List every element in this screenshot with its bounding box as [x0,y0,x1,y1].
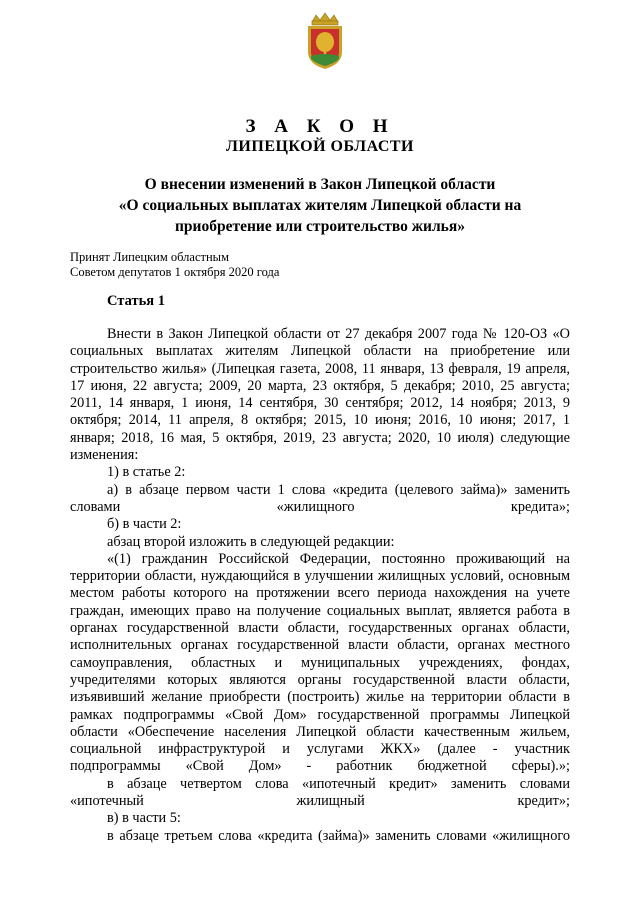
adoption-line: Советом депутатов 1 октября 2020 года [70,265,280,279]
coat-of-arms-icon [304,12,346,70]
adoption-line: Принят Липецким областным [70,250,229,264]
title-line: приобретение или строительство жилья» [175,218,465,235]
paragraph: абзац второй изложить в следующей редакции: [107,533,395,550]
paragraph: «(1) гражданин Российской Федерации, постоянно проживающий на территории области, нуждающийся в улучшении жилищных условий, основным местом работы которого на протяжении всего периода нахождения на учете граждан, имеющих право на получение социальных выплат, является работа в органах государственной власти области, государственных органах области, исполнительных органах государственной власти области, органах местного самоуправления, областных и муниципальных учреждениях, фондах, учредителями которых являются органы государственной власти области, изъявивший желание приобрести (построить) жилье на территории области в рамках подпрограммы «Свой Дом» государственной программы Липецкой области «Обеспечение населения Липецкой области качественным жильем, социальной инфраструктурой и услугами ЖКХ» (далее - участник подпрограммы «Свой Дом» - работник бюджетной сферы).»; [70,550,570,775]
law-heading: З А К О Н [245,116,395,137]
paragraph: Внести в Закон Липецкой области от 27 декабря 2007 года № 120-ОЗ «О социальных выплатах жителям Липецкой области на приобретение или строительство жилья» (Липецкая газета, 2008, 11 января, 13 февраля, 19 апреля, 17 июня, 22 августа; 2009, 20 марта, 23 октября, 5 декабря; 2010, 25 августа; 2011, 14 января, 1 июня, 14 сентября, 30 сентября; 2012, 14 ноября; 2013, 9 октября; 2014, 11 апреля, 8 октября; 2015, 10 июня; 2016, 10 июня; 2017, 1 января; 2018, 16 мая, 5 октября, 2019, 23 августа; 2020, 10 июля) следующие изменения: [70,326,570,464]
article-body [70,326,570,845]
law-title [60,174,580,237]
article-heading: Статья 1 [107,293,165,309]
paragraph: б) в части 2: [107,516,182,533]
paragraph: а) в абзаце первом части 1 слова «кредита (целевого займа)» заменить словами «жилищного кредита»; [70,481,570,515]
paragraph: в абзаце третьем слова «кредита (займа)» заменить словами «жилищного [107,827,570,844]
title-line: О внесении изменений в Закон Липецкой области [144,176,496,193]
adoption-note [70,250,279,280]
region-heading: ЛИПЕЦКОЙ ОБЛАСТИ [226,138,414,155]
title-line: «О социальных выплатах жителям Липецкой области на [118,197,522,214]
paragraph: 1) в статье 2: [107,464,186,481]
paragraph: в абзаце четвертом слова «ипотечный кредит» заменить словами «ипотечный жилищный кредит»; [70,775,570,810]
paragraph: в) в части 5: [107,810,181,827]
